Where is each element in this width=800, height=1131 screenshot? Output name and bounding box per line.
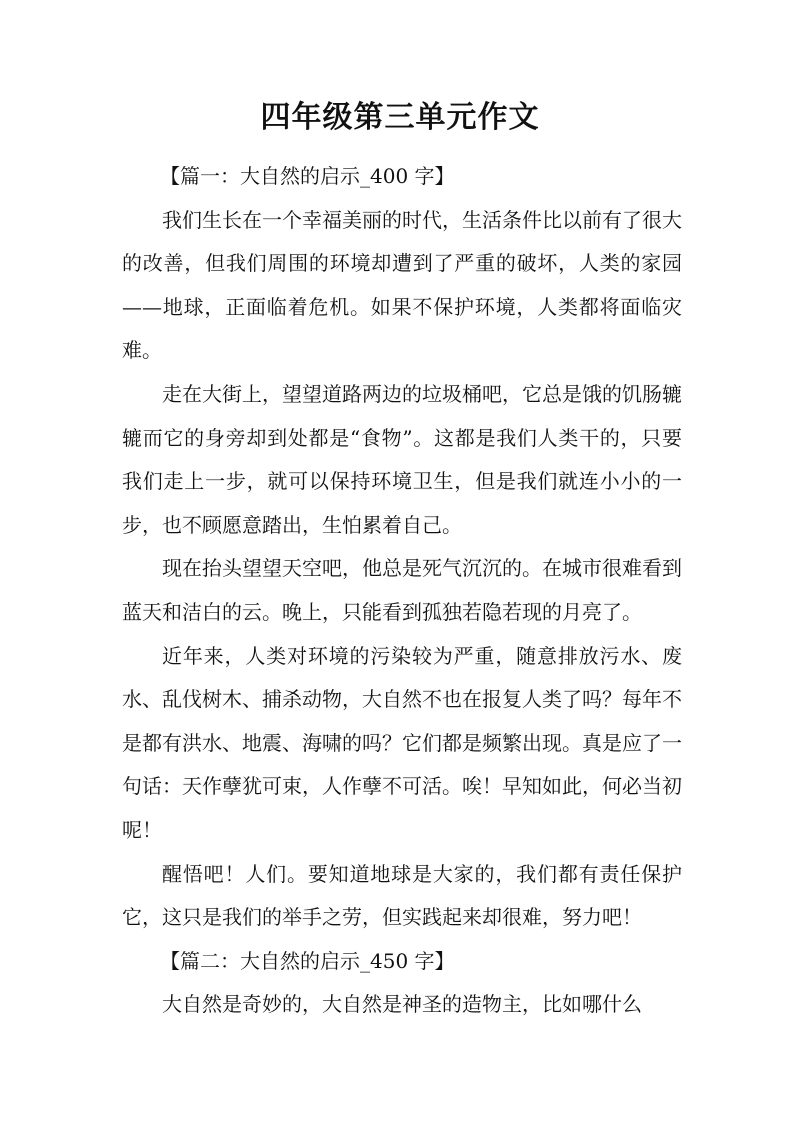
section-1-paragraph-4: 近年来，人类对环境的污染较为严重，随意排放污水、废水、乱伐树木、捕杀动物，大自然不也在报复人类了吗？每年不是都有洪水、地震、海啸的吗？它们都是频繁出现。真是应了一句话：天作孽犹可束，人作孽不可活。唉！早知如此，何必当初呢！ (122, 643, 682, 842)
section-2-heading: 【篇二：大自然的启示_450 字】 (160, 948, 455, 973)
section-1-paragraph-3: 现在抬头望望天空吧，他总是死气沉沉的。在城市很难看到蓝天和洁白的云。晚上，只能看到孤独若隐若现的月亮了。 (122, 556, 682, 624)
document-body (122, 155, 682, 1027)
section-1-paragraph-2: 走在大街上，望望道路两边的垃圾桶吧，它总是饿的饥肠辘辘而它的身旁却到处都是“食物”。这都是我们人类干的，只要我们走上一步，就可以保持环境卫生，但是我们就连小小的一步，也不顾愿意踏出，生怕累着自己。 (122, 381, 682, 537)
section-1-paragraph-1: 我们生长在一个幸福美丽的时代，生活条件比以前有了很大的改善，但我们周围的环境却遭到了严重的破坏，人类的家园——地球，正面临着危机。如果不保护环境，人类都将面临灾难。 (122, 207, 682, 363)
section-1-paragraph-5: 醒悟吧！人们。要知道地球是大家的，我们都有责任保护它，这只是我们的举手之劳，但实践起来却很难，努力吧！ (122, 861, 682, 930)
section-2-paragraph-1: 大自然是奇妙的，大自然是神圣的造物主，比如哪什么 (162, 992, 642, 1017)
document-title: 四年级第三单元作文 (260, 100, 540, 135)
section-1-heading: 【篇一：大自然的启示_400 字】 (160, 164, 455, 188)
